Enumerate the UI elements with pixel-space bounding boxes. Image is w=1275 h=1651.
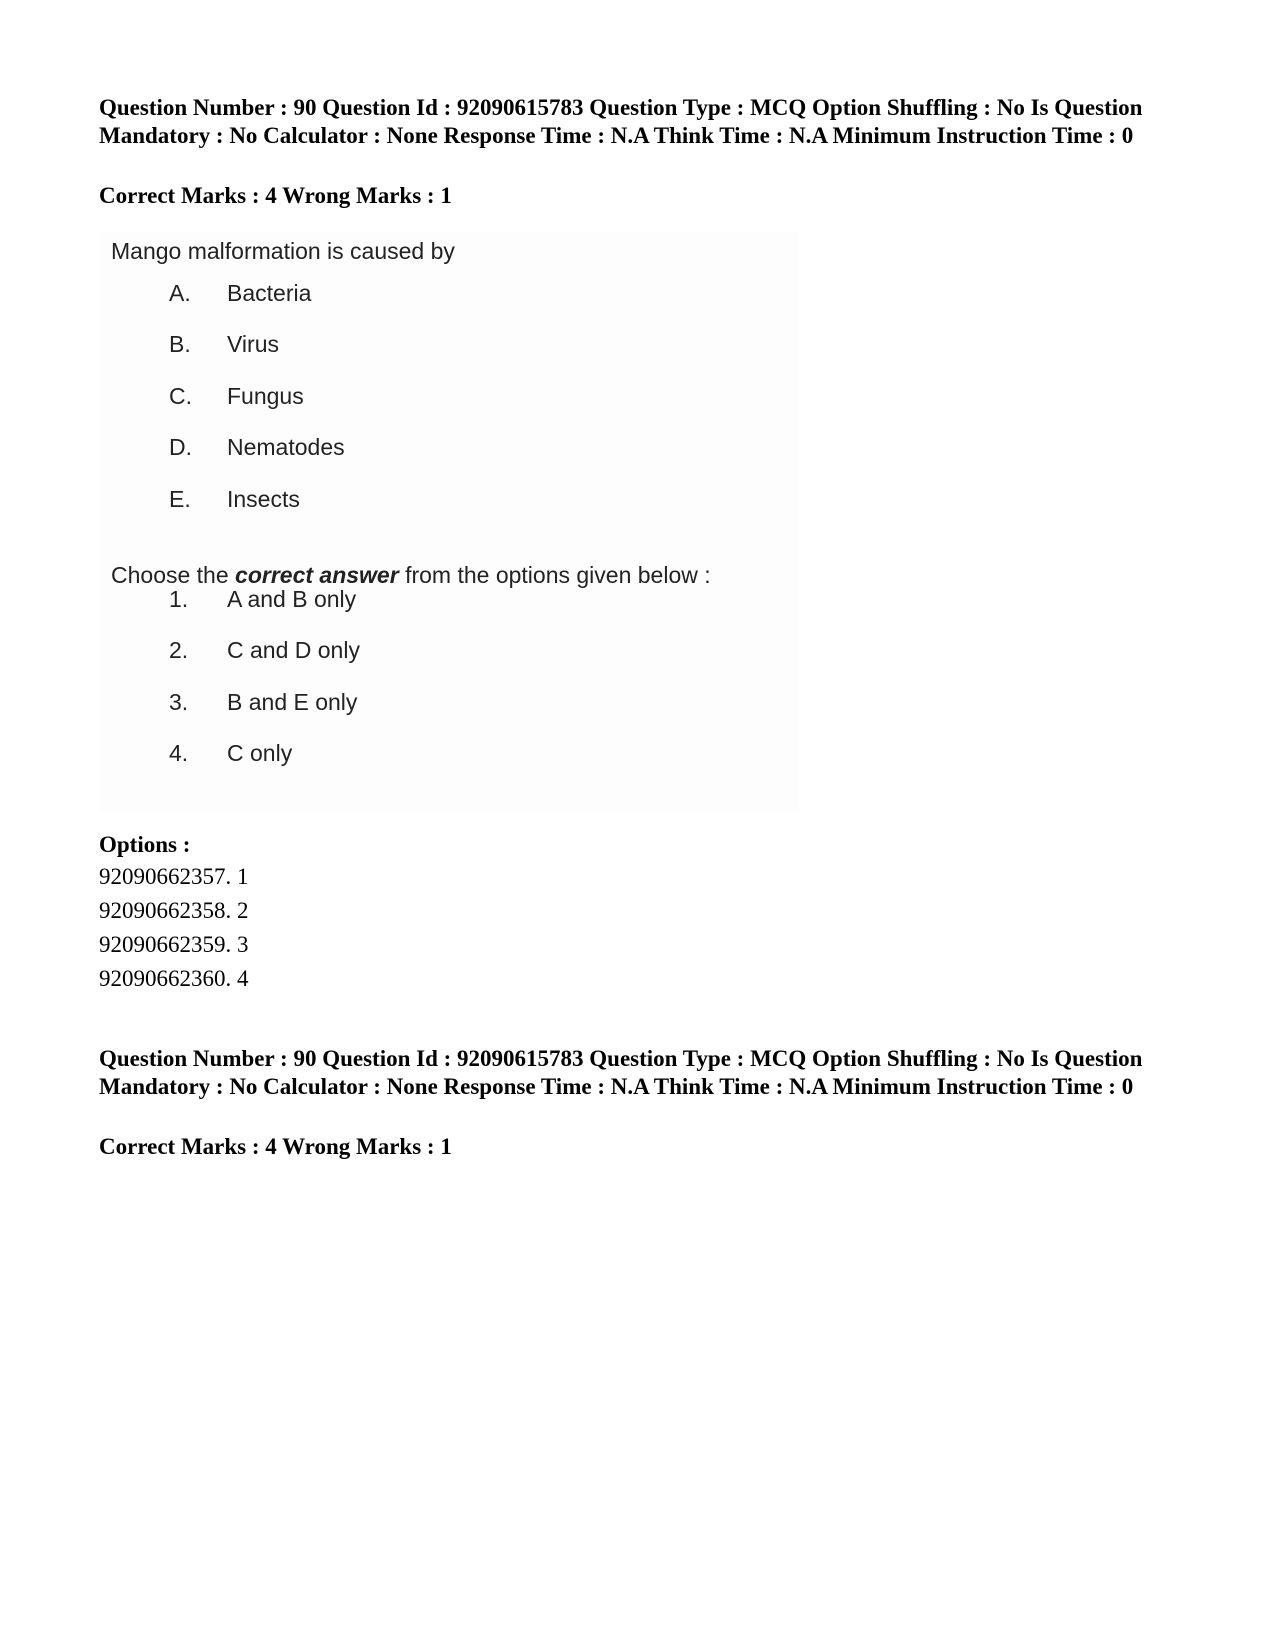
question-image bbox=[99, 232, 799, 812]
option-line: 92090662358. 2 bbox=[99, 898, 249, 923]
question-header: Question Number : 90 Question Id : 92090615783 Question Type : MCQ Option Shuffling : No Is Question Mandatory : No Calculator : None Response Time : N.A Think Time : N.A Minimum Instruction Time : 0 bbox=[99, 95, 1143, 148]
choice-item bbox=[169, 740, 292, 770]
question-header: Question Number : 90 Question Id : 92090615783 Question Type : MCQ Option Shuffling : No Is Question Mandatory : No Calculator : None Response Time : N.A Think Time : N.A Minimum Instruction Time : 0 bbox=[99, 1046, 1143, 1099]
choice-item bbox=[169, 637, 360, 667]
options-title: Options : bbox=[99, 832, 191, 857]
option-line: 92090662360. 4 bbox=[99, 966, 249, 991]
statement-key: A. bbox=[169, 280, 191, 306]
question-stem: Mango malformation is caused by bbox=[111, 238, 455, 264]
option-line: 92090662359. 3 bbox=[99, 932, 249, 957]
statement-key: D. bbox=[169, 434, 192, 460]
statement-item bbox=[169, 486, 300, 516]
choice-label: C only bbox=[227, 740, 293, 766]
statement-label: Fungus bbox=[227, 383, 304, 409]
question-marks: Correct Marks : 4 Wrong Marks : 1 bbox=[99, 183, 452, 208]
choice-key: 4. bbox=[169, 740, 189, 766]
choice-item bbox=[169, 586, 356, 616]
instruction-text: from the options given below : bbox=[405, 562, 711, 588]
option-line: 92090662357. 1 bbox=[99, 864, 249, 889]
statement-label: Bacteria bbox=[227, 280, 312, 306]
statement-item bbox=[169, 280, 311, 310]
instruction-emphasis: correct answer bbox=[235, 562, 399, 588]
answer-instruction bbox=[111, 562, 711, 589]
choice-label: C and D only bbox=[227, 637, 360, 663]
statement-label: Insects bbox=[227, 486, 300, 512]
choice-label: B and E only bbox=[227, 689, 358, 715]
statement-key: B. bbox=[169, 331, 191, 357]
statement-item bbox=[169, 434, 345, 464]
choice-key: 1. bbox=[169, 586, 189, 612]
question-marks: Correct Marks : 4 Wrong Marks : 1 bbox=[99, 1134, 452, 1159]
statement-key: E. bbox=[169, 486, 191, 512]
choice-key: 2. bbox=[169, 637, 189, 663]
instruction-text: Choose the bbox=[111, 562, 229, 588]
statement-label: Nematodes bbox=[227, 434, 345, 460]
statement-label: Virus bbox=[227, 331, 279, 357]
statement-item bbox=[169, 331, 279, 361]
choice-item bbox=[169, 689, 357, 719]
statement-key: C. bbox=[169, 383, 192, 409]
choice-key: 3. bbox=[169, 689, 189, 715]
statement-item bbox=[169, 383, 304, 413]
choice-label: A and B only bbox=[227, 586, 357, 612]
